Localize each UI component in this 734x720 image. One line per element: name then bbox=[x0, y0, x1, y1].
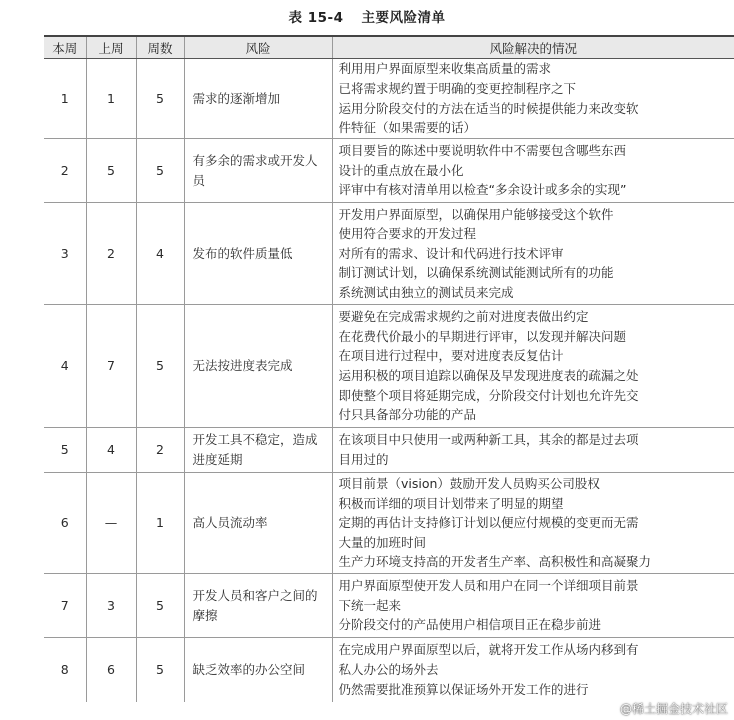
resolution-line: 制订测试计划，以确保系统测试能测试所有的功能 bbox=[338, 265, 614, 281]
cell-risk: 无法按进度表完成 bbox=[184, 305, 332, 428]
resolution-line: 评审中有核对清单用以检查“多余设计或多余的实现” bbox=[338, 182, 627, 198]
cell-last-week: 5 bbox=[86, 139, 136, 203]
header-this-week: 本周 bbox=[44, 36, 86, 59]
resolution-line: 生产力环境支持高的开发者生产率、高积极性和高凝聚力 bbox=[338, 554, 652, 570]
cell-risk: 有多余的需求或开发人员 bbox=[184, 139, 332, 203]
cell-weeks: 5 bbox=[136, 638, 184, 702]
resolution-line: 在该项目中只使用一或两种新工具，其余的都是过去项 bbox=[338, 432, 639, 448]
resolution-line: 分阶段交付的产品使用户相信项目正在稳步前进 bbox=[338, 617, 602, 633]
table-row bbox=[44, 428, 734, 473]
cell-last-week: — bbox=[86, 473, 136, 574]
table-row bbox=[44, 139, 734, 203]
header-weeks: 周数 bbox=[136, 36, 184, 59]
resolution-line: 使用符合要求的开发过程 bbox=[338, 226, 477, 242]
cell-this-week: 3 bbox=[44, 203, 86, 305]
resolution-line: 项目要旨的陈述中要说明软件中不需要包含哪些东西 bbox=[338, 143, 627, 159]
table-row bbox=[44, 59, 734, 139]
cell-last-week: 1 bbox=[86, 59, 136, 139]
cell-risk: 开发工具不稳定，造成进度延期 bbox=[184, 428, 332, 473]
cell-this-week: 1 bbox=[44, 59, 86, 139]
cell-this-week: 8 bbox=[44, 638, 86, 702]
resolution-line: 仍然需要批准预算以保证场外开发工作的进行 bbox=[338, 681, 589, 697]
resolution-line: 项目前景（vision）鼓励开发人员购买公司股权 bbox=[338, 476, 600, 492]
cell-last-week: 6 bbox=[86, 638, 136, 702]
cell-weeks: 5 bbox=[136, 305, 184, 428]
cell-this-week: 4 bbox=[44, 305, 86, 428]
cell-weeks: 5 bbox=[136, 139, 184, 203]
resolution-line: 私人办公的场外去 bbox=[338, 661, 439, 677]
cell-resolution bbox=[332, 59, 734, 139]
table-caption bbox=[0, 6, 734, 26]
cell-this-week: 5 bbox=[44, 428, 86, 473]
resolution-line: 定期的再估计支持修订计划以便应付规模的变更而无需 bbox=[338, 515, 639, 531]
resolution-line: 即使整个项目将延期完成，分阶段交付计划也允许先交 bbox=[338, 387, 639, 403]
cell-this-week: 6 bbox=[44, 473, 86, 574]
caption-title: 主要风险清单 bbox=[361, 10, 446, 26]
watermark: @稀土掘金技术社区 bbox=[619, 702, 728, 716]
resolution-line: 付只具备部分功能的产品 bbox=[338, 407, 477, 423]
table-row bbox=[44, 473, 734, 574]
cell-resolution bbox=[332, 139, 734, 203]
cell-weeks: 4 bbox=[136, 203, 184, 305]
header-resolution: 风险解决的情况 bbox=[332, 36, 734, 59]
resolution-line: 下统一起来 bbox=[338, 597, 402, 613]
cell-risk: 开发人员和客户之间的摩擦 bbox=[184, 574, 332, 638]
cell-resolution bbox=[332, 638, 734, 702]
table-row bbox=[44, 305, 734, 428]
cell-this-week: 7 bbox=[44, 574, 86, 638]
resolution-line: 系统测试由独立的测试员来完成 bbox=[338, 284, 514, 300]
cell-resolution bbox=[332, 473, 734, 574]
resolution-line: 积极而详细的项目计划带来了明显的期望 bbox=[338, 495, 564, 511]
resolution-line: 运用分阶段交付的方法在适当的时候提供能力来改变软 bbox=[338, 100, 639, 116]
header-row bbox=[44, 36, 734, 59]
cell-this-week: 2 bbox=[44, 139, 86, 203]
resolution-line: 运用积极的项目追踪以确保及早发现进度表的疏漏之处 bbox=[338, 368, 639, 383]
cell-last-week: 4 bbox=[86, 428, 136, 473]
resolution-line: 目用过的 bbox=[338, 452, 389, 467]
table-row bbox=[44, 638, 734, 702]
resolution-line: 对所有的需求、设计和代码进行技术评审 bbox=[338, 245, 564, 261]
cell-resolution bbox=[332, 428, 734, 473]
resolution-line: 件特征（如果需要的话） bbox=[338, 120, 477, 136]
cell-weeks: 1 bbox=[136, 473, 184, 574]
caption-number: 表 15-4 bbox=[288, 10, 344, 26]
resolution-line: 在花费代价最小的早期进行评审，以发现并解决问题 bbox=[338, 328, 627, 344]
resolution-line: 已将需求规约置于明确的变更控制程序之下 bbox=[338, 80, 577, 96]
cell-risk: 需求的逐渐增加 bbox=[184, 59, 332, 139]
cell-risk: 缺乏效率的办公空间 bbox=[184, 638, 332, 702]
cell-weeks: 5 bbox=[136, 59, 184, 139]
cell-resolution bbox=[332, 203, 734, 305]
header-risk: 风险 bbox=[184, 36, 332, 59]
resolution-line: 大量的加班时间 bbox=[338, 534, 427, 550]
cell-weeks: 2 bbox=[136, 428, 184, 473]
cell-weeks: 5 bbox=[136, 574, 184, 638]
cell-last-week: 2 bbox=[86, 203, 136, 305]
resolution-line: 在完成用户界面原型以后，就将开发工作从场内移到有 bbox=[338, 642, 639, 658]
cell-risk: 高人员流动率 bbox=[184, 473, 332, 574]
table-row bbox=[44, 574, 734, 638]
cell-last-week: 7 bbox=[86, 305, 136, 428]
cell-resolution bbox=[332, 574, 734, 638]
cell-resolution bbox=[332, 305, 734, 428]
cell-last-week: 3 bbox=[86, 574, 136, 638]
resolution-line: 开发用户界面原型，以确保用户能够接受这个软件 bbox=[338, 206, 614, 222]
resolution-line: 设计的重点放在最小化 bbox=[338, 162, 464, 178]
cell-risk: 发布的软件质量低 bbox=[184, 203, 332, 305]
resolution-line: 用户界面原型使开发人员和用户在同一个详细项目前景 bbox=[338, 578, 639, 594]
resolution-line: 要避免在完成需求规约之前对进度表做出约定 bbox=[338, 309, 589, 325]
risk-table bbox=[44, 35, 734, 702]
header-last-week: 上周 bbox=[86, 36, 136, 59]
resolution-line: 利用用户界面原型来收集高质量的需求 bbox=[338, 61, 552, 77]
resolution-line: 在项目进行过程中，要对进度表反复估计 bbox=[338, 348, 564, 364]
table-row bbox=[44, 203, 734, 305]
